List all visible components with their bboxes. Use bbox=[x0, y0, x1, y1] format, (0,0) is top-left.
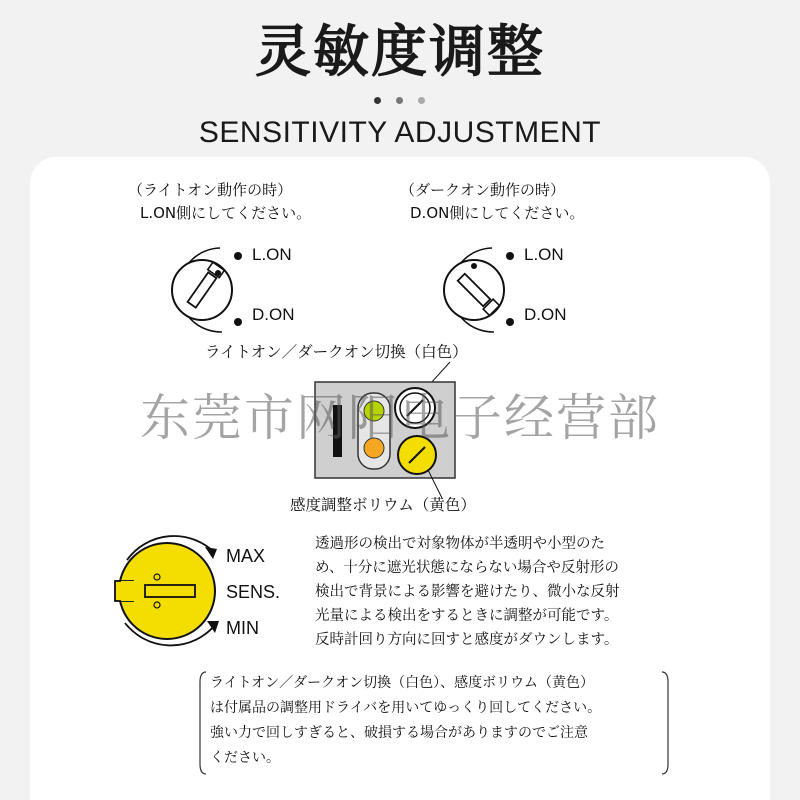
dark-on-switch-diagram bbox=[432, 240, 522, 340]
light-on-label-don: D.ON bbox=[252, 305, 295, 324]
switch-caption: ライトオン／ダークオン切換（白色） bbox=[205, 343, 468, 361]
sens-label-sens: SENS. bbox=[226, 582, 281, 602]
description-line: 透過形の検出で対象物体が半透明や小型のた bbox=[315, 536, 605, 552]
caution-line: ください。 bbox=[210, 750, 280, 766]
watermark-text: 东莞市网阳电子经营部 bbox=[140, 389, 660, 447]
sens-label-min: MIN bbox=[226, 618, 259, 638]
dark-on-label-don: D.ON bbox=[524, 305, 567, 324]
light-on-switch-diagram bbox=[160, 240, 250, 340]
dark-on-instruction: D.ON側にしてください。 bbox=[410, 204, 585, 222]
volume-caption: 感度調整ボリウム（黄色） bbox=[290, 496, 476, 514]
description-line: め、十分に遮光状態にならない場合や反射形の bbox=[315, 560, 619, 576]
description-line: 検出で背景による影響を避けたり、微小な反射 bbox=[315, 584, 620, 600]
caution-line: 強い力で回しすぎると、破損する場合がありますのでご注意 bbox=[210, 725, 588, 741]
description-line: 反時計回り方向に回すと感度がダウンします。 bbox=[315, 632, 619, 648]
dark-on-heading: （ダークオン動作の時） bbox=[400, 181, 566, 199]
description-line: 光量による検出をするときに調整が可能です。 bbox=[315, 608, 619, 624]
note-bracket-right bbox=[660, 670, 670, 776]
note-bracket-left bbox=[198, 670, 208, 776]
dot-2 bbox=[396, 97, 403, 104]
page-subtitle: SENSITIVITY ADJUSTMENT bbox=[198, 116, 602, 149]
caution-line: ライトオン／ダークオン切換（白色）、感度ボリウム（黄色） bbox=[210, 675, 595, 691]
dot-3 bbox=[418, 97, 425, 104]
title-dots bbox=[372, 97, 432, 107]
caution-note bbox=[198, 670, 670, 776]
light-on-heading: （ライトオン動作の時） bbox=[128, 181, 293, 199]
sensitivity-dial-diagram bbox=[105, 525, 225, 655]
light-on-label-lon: L.ON bbox=[252, 245, 292, 264]
device-panel-diagram bbox=[300, 360, 470, 505]
sens-label-max: MAX bbox=[226, 546, 266, 566]
caution-line: は付属品の調整用ドライバを用いてゆっくり回してください。 bbox=[210, 700, 602, 716]
dot-1 bbox=[374, 97, 381, 104]
light-on-instruction: L.ON側にしてください。 bbox=[140, 204, 312, 222]
dark-on-label-lon: L.ON bbox=[524, 245, 564, 264]
page-title: 灵敏度调整 bbox=[255, 20, 545, 85]
